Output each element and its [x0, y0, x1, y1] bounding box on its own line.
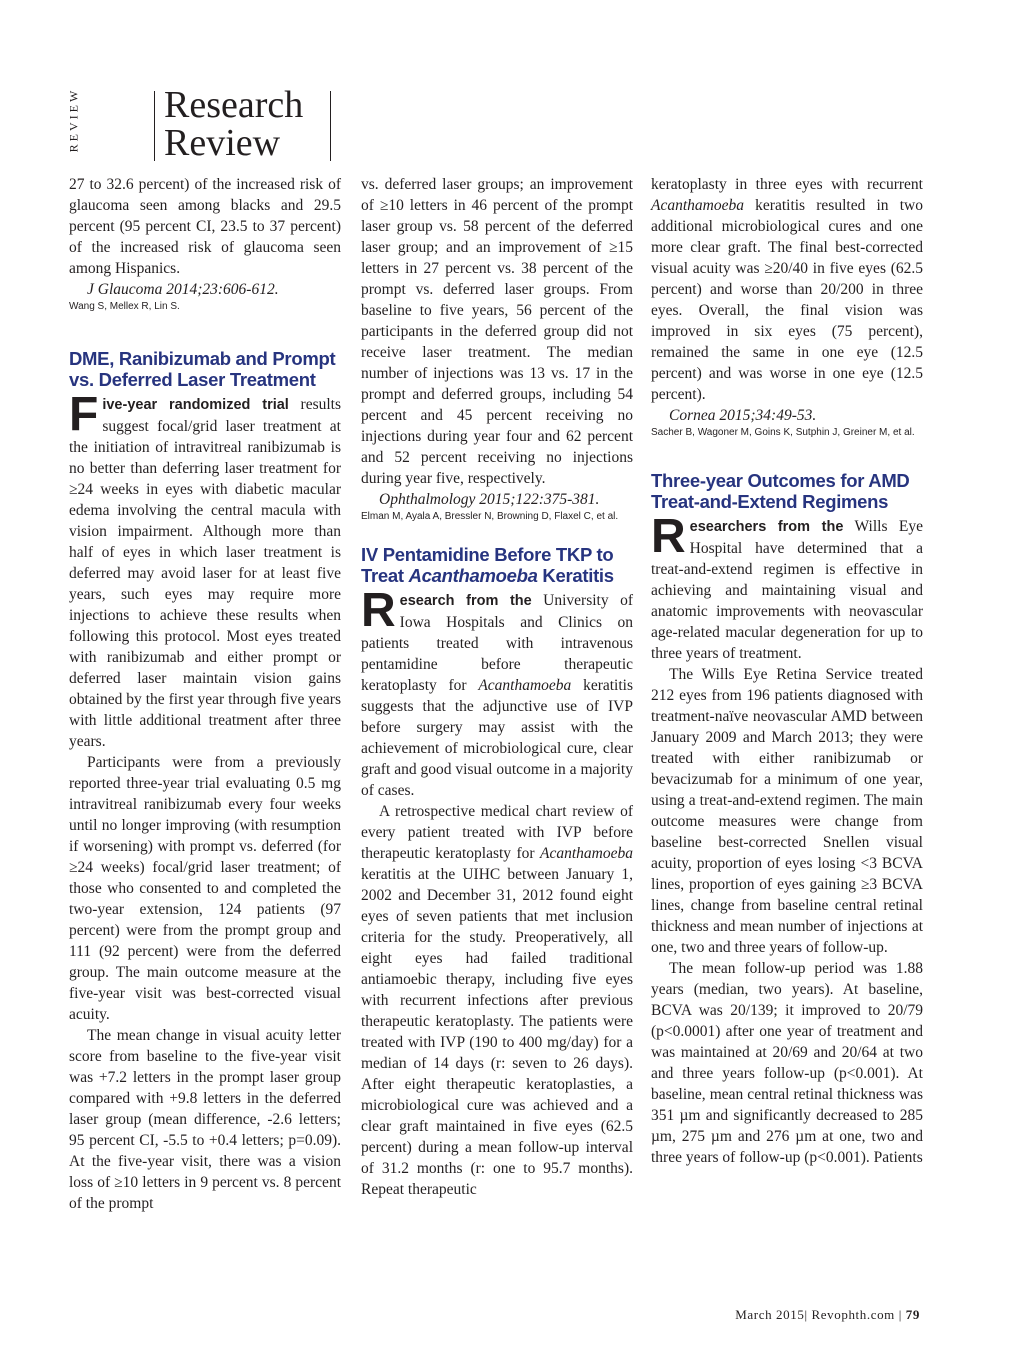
article-paragraph: The Wills Eye Retina Service treated 212 eyes from 196 patients diagnosed with treatment-naïve neovascular AMD between January 2009 and March 2013; they were treated with either ranibizumab or bevacizumab for a minimum of one year, using a treat-and-extend regimen. The main outcome measures were change from baseline best-corrected Snellen visual acuity, proportion of eyes losing <3 BCVA lines, proportion of eyes gaining ≥3 BCVA lines, change from baseline central retinal thickness and mean number of injections at one, two and three years of follow-up. — [651, 666, 923, 956]
column-1 — [69, 174, 341, 1214]
article-headline: DME, Ranibizumab and Prompt vs. Deferred Laser Treatment — [69, 348, 336, 390]
article-headline: IV Pentamidine Before TKP to Treat Acanthamoeba Keratitis — [361, 544, 614, 586]
section-title — [164, 86, 303, 162]
journal-citation: Ophthalmology 2015;122:375-381. — [379, 491, 600, 508]
article-continuation: keratoplasty in three eyes with recurrent Acanthamoeba keratitis resulted in two additional microbiological cures and one more clear graft. The final best-corrected visual acuity was ≥20/40 in five eyes (62.5 percent) and worse than 20/200 in three eyes. Overall, the final vision was improved in six eyes (75 percent), remained the same in one eye (12.5 percent) and was worse in one eye (12.5 percent). — [651, 176, 923, 403]
journal-citation: J Glaucoma 2014;23:606-612. — [87, 281, 279, 298]
masthead-divider-left — [154, 91, 155, 161]
section-title-line2: Review — [164, 122, 281, 164]
issue-date: March 2015 — [735, 1307, 805, 1322]
masthead-divider-right — [330, 91, 331, 161]
article-paragraph: The mean change in visual acuity letter score from baseline to the five-year visit was +7.2 letters in the prompt laser group compared with +9.8 letters in the deferred laser group (mean difference, -2.6 letters; 95 percent CI, -5.5 to +0.4 letters; p=0.09). At the five-year visit, there was a vision loss of ≥10 letters in 9 percent vs. 8 percent of the prompt — [69, 1027, 341, 1212]
site-name: Revophth.com — [811, 1307, 895, 1322]
section-title-line1: Research — [164, 84, 304, 126]
page-number: 79 — [905, 1307, 920, 1322]
lead-in: esearchers from the — [689, 519, 844, 535]
page-footer: March 2015| Revophth.com | 79 — [735, 1307, 920, 1322]
column-3 — [651, 174, 923, 1168]
author-list: Wang S, Mellex R, Lin S. — [69, 301, 180, 312]
article-lead-paragraph: Research from the University of Iowa Hospitals and Clinics on patients treated with intravenous pentamidine before therapeutic keratoplasty for Acanthamoeba keratitis suggests that the adjunctive use of IVP before surgery may assist with the achievement of microbiological cure, clear graft and good visual outcome in a majority of cases. — [361, 584, 633, 799]
section-vertical-tag: REVIEW — [66, 87, 81, 153]
lead-paragraph-text: results suggest focal/grid laser treatment at the initiation of intravitreal ranibizumab is no better than deferring laser treatment for ≥24 weeks in eyes with diabetic macular edema involving the central macula with vision impairment. Although more than half of eyes in which laser treatment is deferred may avoid laser for at least five years, such eyes may require more injections to achieve these results when following this protocol. Most eyes treated with ranibizumab and either prompt or deferred laser maintain vision gains obtained by the first year through five years with little additional treatment after three years. — [69, 396, 341, 750]
article-paragraph: The mean follow-up period was 1.88 years (median, two years). At baseline, BCVA was 20/139; it improved to 20/79 (p<0.0001) after one year of treatment and was maintained at 20/69 and 20/64 at two and three years follow-up (p<0.001). At baseline, mean central retinal thickness was 351 µm and significantly decreased to 285 µm, 275 µm and 276 µm at one, two and three years of follow-up (p<0.001). Patients — [651, 960, 923, 1166]
article-lead-paragraph — [69, 388, 341, 752]
author-list: Sacher B, Wagoner M, Goins K, Sutphin J, Greiner M, et al. — [651, 427, 915, 438]
lead-in: ive-year randomized trial — [102, 397, 289, 413]
drop-cap: R — [651, 510, 686, 563]
article-continuation: vs. deferred laser groups; an improvement of ≥10 letters in 46 percent of the prompt laser group vs. 58 percent of the deferred laser group; and an improvement of ≥15 letters in 27 percent vs. 38 percent of the prompt vs. deferred laser groups. From baseline to five years, 56 percent of the participants in the deferred group did not receive laser treatment. The median number of injections was 13 vs. 17 in the prompt and deferred groups, including 54 percent and 45 percent receiving no injections during year four and 62 percent and 52 percent receiving no injections during year five, respectively. — [361, 176, 633, 487]
article-paragraph: A retrospective medical chart review of every patient treated with IVP before therapeutic keratoplasty for Acanthamoeba keratitis at the UIHC between January 1, 2002 and December 31, 2012 found eight eyes of seven patients that met inclusion criteria for the study. Preoperatively, all eight eyes had failed traditional antiamoebic therapy, including five eyes with recurrent infections after previous therapeutic keratoplasty. The patients were treated with IVP (190 to 400 mg/day) for a median of 14 days (r: seven to 26 days). After eight therapeutic keratoplasties, a microbiological cure was achieved and a clear graft maintained in five eyes (62.5 percent) during a mean follow-up interval of 31.2 months (r: one to 95.7 months). Repeat therapeutic — [361, 803, 633, 1198]
drop-cap: F — [69, 388, 99, 441]
article-paragraph: Participants were from a previously reported three-year trial evaluating 0.5 mg intravitreal ranibizumab every four weeks until no longer improving (with resumption if worsening) with prompt vs. deferred (for ≥24 weeks) focal/grid laser treatment; of those who consented to and completed the two-year extension, 124 patients (97 percent) were from the prompt group and 111 (92 percent) were from the deferred group. The main outcome measure at the five-year visit was best-corrected visual acuity. — [69, 754, 341, 1023]
column-2 — [361, 174, 633, 1200]
article-lead-paragraph: Researchers from the Wills Eye Hospital have determined that a treat-and-extend regimen is effective in achieving and maintaining visual and anatomic improvements with neovascular age-related macular degeneration for up to three years of treatment. — [651, 510, 924, 662]
author-list: Elman M, Ayala A, Bressler N, Browning D, Flaxel C, et al. — [361, 511, 619, 522]
lead-in: esearch from the — [399, 593, 532, 609]
drop-cap: R — [361, 584, 396, 637]
carry-over-paragraph: 27 to 32.6 percent) of the increased risk of glaucoma seen among blacks and 29.5 percent (95 percent CI, 23.5 to 37 percent) of the increased risk of glaucoma seen among Hispanics. — [69, 176, 341, 277]
journal-citation: Cornea 2015;34:49-53. — [669, 407, 817, 424]
article-headline: Three-year Outcomes for AMD Treat-and-Extend Regimens — [651, 470, 910, 512]
